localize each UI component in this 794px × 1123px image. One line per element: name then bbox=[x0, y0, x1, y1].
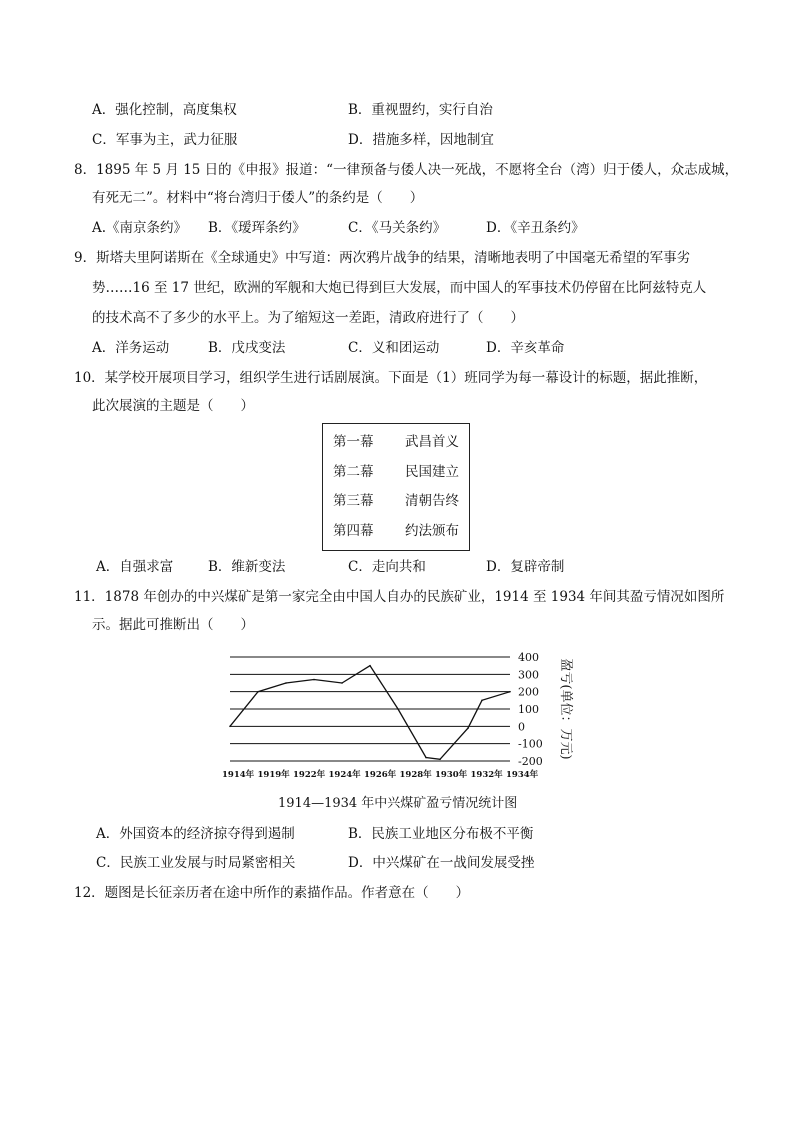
q8-option-b: B．《瑷珲条约》 bbox=[208, 220, 306, 236]
act-row bbox=[323, 491, 469, 511]
profit-loss-line bbox=[230, 666, 510, 760]
q8-option-a: A.《南京条约》 bbox=[92, 220, 188, 236]
data-point bbox=[229, 726, 231, 728]
q7-option-a: A．强化控制，高度集权 bbox=[92, 102, 237, 118]
q10-option-a: A．自强求富 bbox=[96, 559, 174, 575]
q8-stem-line2: 有死无二”。材料中“将台湾归于倭人”的条约是（ ） bbox=[92, 190, 424, 206]
chart-y-axis-label: 盈亏(单位：万元) bbox=[558, 658, 573, 760]
y-tick-label: -100 bbox=[518, 737, 543, 751]
data-point bbox=[453, 743, 455, 745]
q9-stem-line3: 的技术高不了多少的水平上。为了缩短这一差距，清政府进行了（ ） bbox=[92, 310, 524, 326]
q12-stem-line1: 12．题图是长征亲历者在途中所作的素描作品。作者意在（ ） bbox=[74, 885, 470, 901]
q10-option-d: D．复辟帝制 bbox=[486, 559, 565, 575]
y-tick-label: -200 bbox=[518, 755, 543, 768]
act-row bbox=[323, 462, 469, 482]
data-point bbox=[425, 757, 427, 759]
x-tick-label: 1932年 bbox=[470, 770, 503, 780]
act-number: 第一幕 bbox=[333, 434, 374, 450]
chart-points bbox=[229, 665, 511, 760]
y-tick-label: 0 bbox=[518, 720, 525, 734]
x-tick-label: 1926年 bbox=[364, 770, 397, 780]
y-tick-label: 100 bbox=[518, 703, 539, 716]
act-title: 清朝告终 bbox=[405, 493, 459, 509]
data-point bbox=[467, 727, 469, 729]
data-point bbox=[439, 758, 441, 760]
q9-option-b: B．戊戌变法 bbox=[208, 340, 286, 356]
q9-stem-line1: 9．斯塔夫里阿诺斯在《全球通史》中写道：两次鸦片战争的结果，清晰地表明了中国毫无希望的军事劣 bbox=[74, 250, 691, 266]
q11-option-b: B．民族工业地区分布极不平衡 bbox=[348, 826, 534, 842]
q9-option-d: D．辛亥革命 bbox=[486, 340, 565, 356]
q9-option-c: C．义和团运动 bbox=[348, 340, 440, 356]
y-tick-label: 300 bbox=[518, 668, 539, 682]
y-tick-label: 400 bbox=[518, 651, 539, 664]
x-tick-label: 1924年 bbox=[328, 770, 361, 780]
act-number: 第三幕 bbox=[333, 493, 374, 509]
act-row bbox=[323, 521, 469, 541]
q10-option-b: B．维新变法 bbox=[208, 559, 286, 575]
data-point bbox=[313, 679, 315, 681]
chart-grid bbox=[230, 657, 510, 761]
act-title: 约法颁布 bbox=[405, 523, 459, 539]
data-point bbox=[341, 682, 343, 684]
chart-caption: 1914—1934 年中兴煤矿盈亏情况统计图 bbox=[278, 796, 518, 811]
act-row bbox=[323, 432, 469, 452]
x-tick-label: 1930年 bbox=[435, 770, 468, 780]
x-tick-label: 1914年 bbox=[222, 770, 255, 780]
q11-stem-line2: 示。据此可推断出（ ） bbox=[92, 617, 254, 633]
q8-stem-line1: 8．1895 年 5 月 15 日的《申报》报道：“一律预备与倭人决一死战，不愿将全台（湾）归于倭人，众志成城， bbox=[74, 162, 739, 178]
q9-option-a: A．洋务运动 bbox=[92, 340, 170, 356]
q8-option-d: D．《辛丑条约》 bbox=[486, 220, 585, 236]
y-tick-label: 200 bbox=[518, 685, 539, 699]
act-title-table bbox=[322, 423, 470, 551]
q7-option-c: C．军事为主，武力征服 bbox=[92, 132, 238, 148]
q9-stem-line2: 势……16 至 17 世纪，欧洲的军舰和大炮已得到巨大发展，而中国人的军事技术仍停留在比阿兹特克人 bbox=[92, 280, 707, 296]
q8-option-c: C．《马关条约》 bbox=[348, 220, 447, 236]
q7-option-b: B．重视盟约，实行自治 bbox=[348, 102, 493, 118]
chart-y-ticks bbox=[518, 651, 543, 768]
data-point bbox=[509, 691, 511, 693]
x-tick-label: 1922年 bbox=[293, 770, 326, 780]
q10-option-c: C．走向共和 bbox=[348, 559, 426, 575]
data-point bbox=[285, 682, 287, 684]
data-point bbox=[369, 665, 371, 667]
chart-x-ticks bbox=[222, 769, 539, 780]
q7-option-d: D．措施多样，因地制宜 bbox=[348, 132, 494, 148]
q10-stem-line1: 10．某学校开展项目学习，组织学生进行话剧展演。下面是（1）班同学为每一幕设计的标题，据此推断， bbox=[74, 370, 708, 386]
data-point bbox=[397, 708, 399, 710]
x-tick-label: 1928年 bbox=[399, 770, 432, 780]
act-title: 武昌首义 bbox=[405, 434, 459, 450]
q11-option-a: A．外国资本的经济掠夺得到遏制 bbox=[96, 826, 295, 842]
data-point bbox=[257, 691, 259, 693]
data-point bbox=[481, 700, 483, 702]
x-tick-label: 1919年 bbox=[257, 770, 290, 780]
q11-stem-line1: 11．1878 年创办的中兴煤矿是第一家完全由中国人自办的民族矿业，1914 至 1934 年间其盈亏情况如图所 bbox=[74, 589, 725, 605]
q11-option-c: C．民族工业发展与时局紧密相关 bbox=[96, 855, 296, 871]
act-title: 民国建立 bbox=[405, 464, 459, 480]
q11-option-d: D．中兴煤矿在一战间发展受挫 bbox=[348, 855, 535, 871]
act-number: 第二幕 bbox=[333, 464, 374, 480]
q10-stem-line2: 此次展演的主题是（ ） bbox=[92, 398, 254, 414]
act-number: 第四幕 bbox=[333, 523, 374, 539]
x-tick-label: 1934年 bbox=[506, 770, 539, 780]
profit-loss-chart bbox=[220, 645, 580, 785]
